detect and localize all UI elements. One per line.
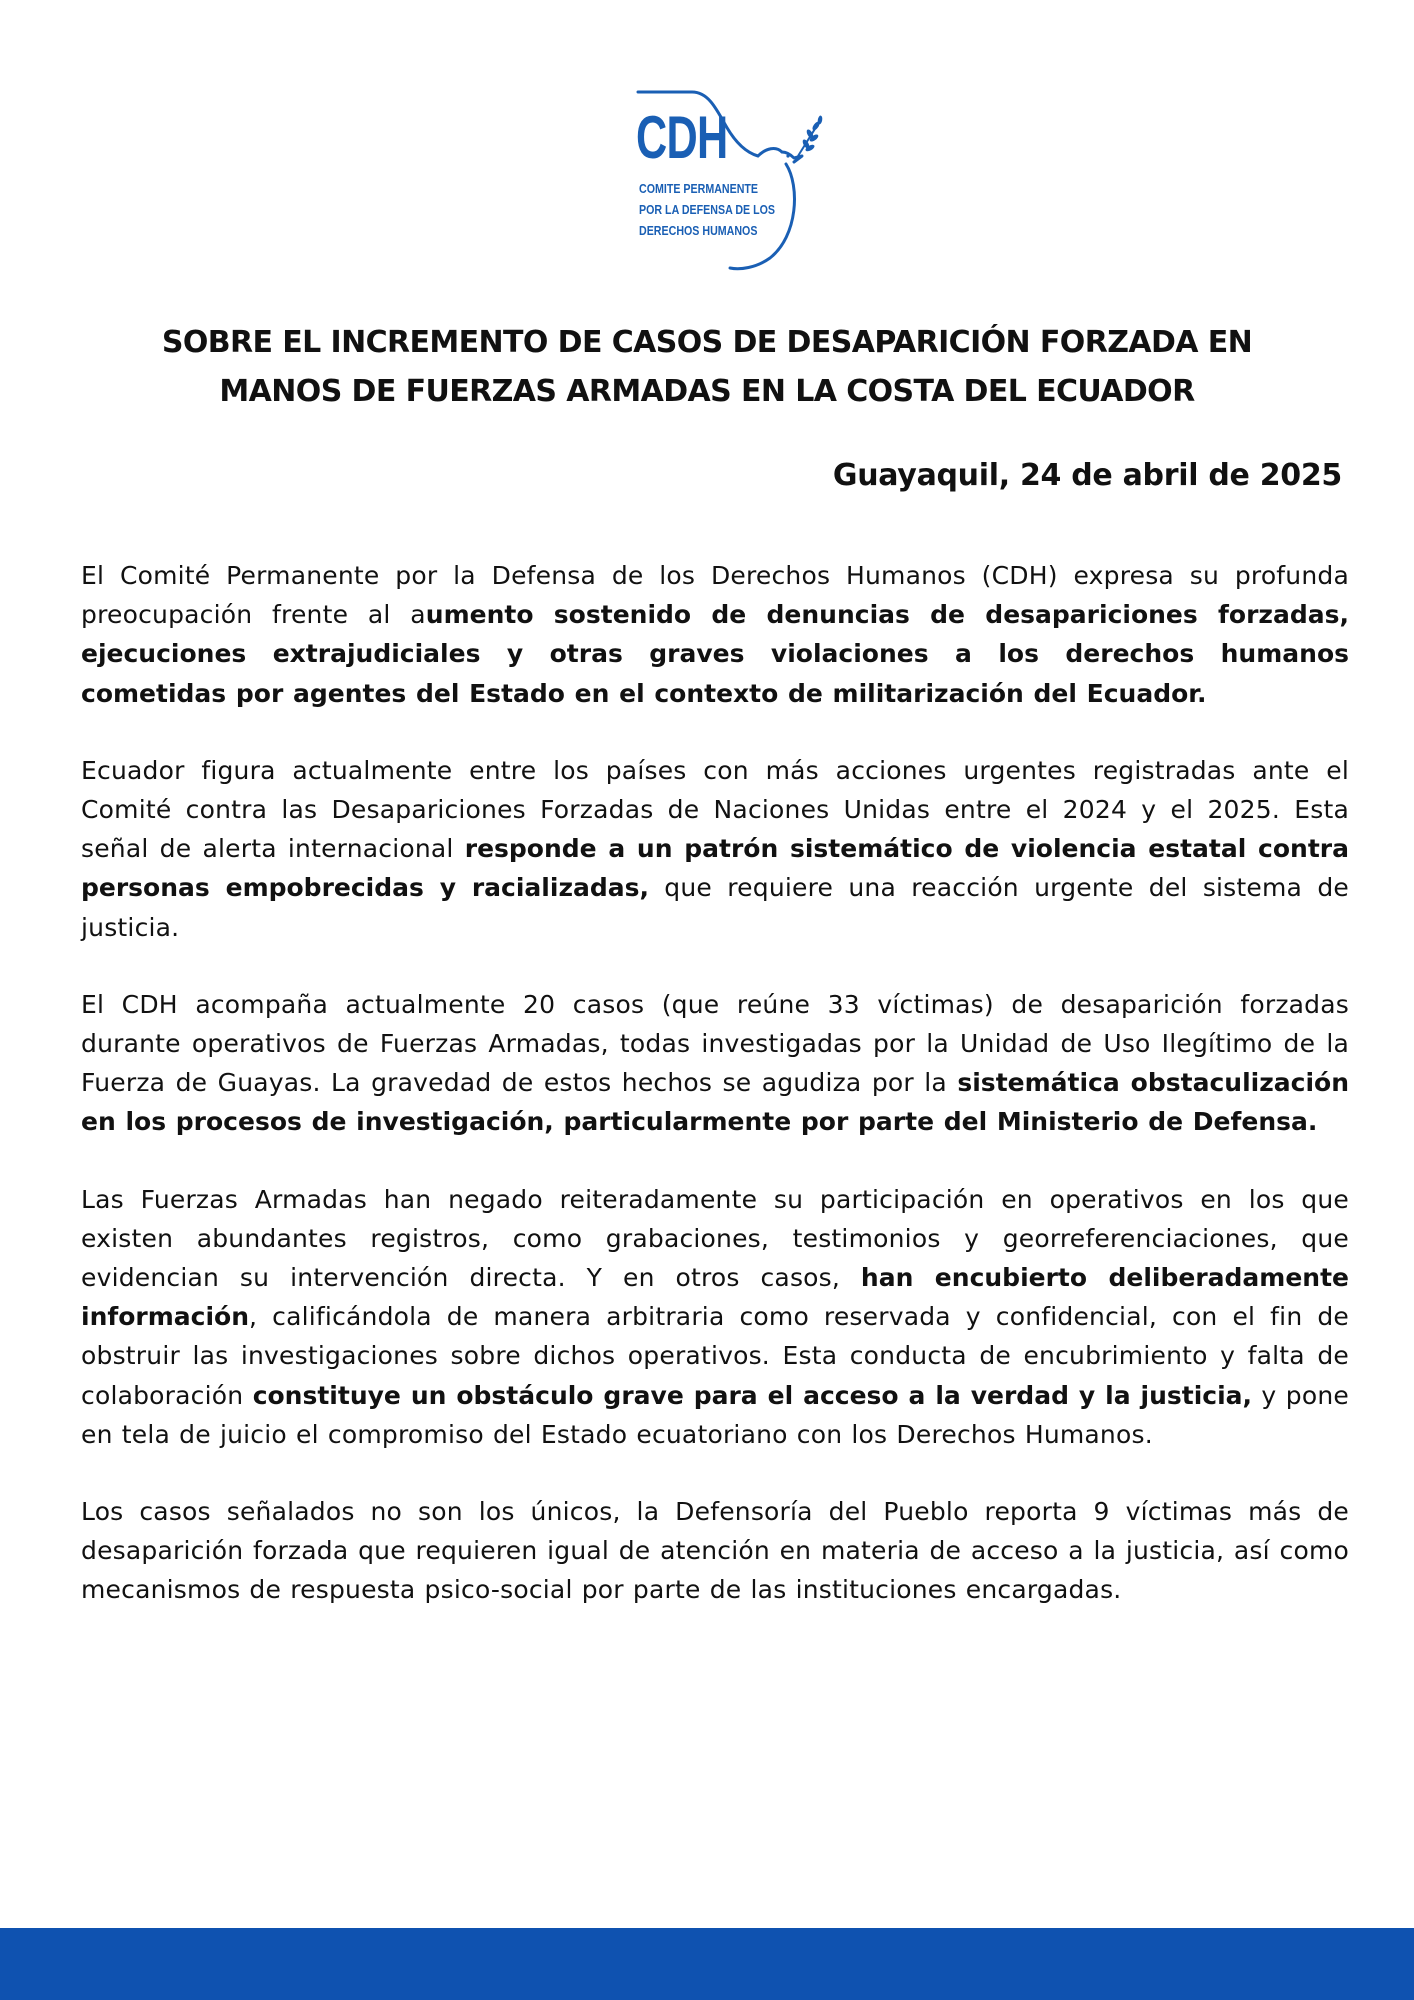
- document-title-line: MANOS DE FUERZAS ARMADAS EN LA COSTA DEL ECUADOR: [219, 374, 1195, 409]
- paragraph-3: [81, 985, 1349, 1142]
- cdh-logo: [630, 86, 830, 272]
- document-body: [81, 556, 1349, 1648]
- document-date: Guayaquil, 24 de abril de 2025: [832, 458, 1342, 493]
- paragraph-text: que requiere una reacción urgente del sistema de justicia.: [81, 873, 1349, 942]
- paragraph-2: [81, 751, 1349, 947]
- logo-text-line: POR LA DEFENSA DE LOS: [639, 202, 776, 217]
- paragraph-emphasis: umento sostenido de denuncias de desapariciones forzadas, ejecuciones extrajudiciales y otras graves violaciones a los derechos humanos cometidas por agentes del Estado en el contexto de militarización del Ecuador.: [81, 600, 1349, 708]
- paragraph-text: Los casos señalados no son los únicos, la Defensoría del Pueblo reporta 9 víctimas más de desaparición forzada que requieren igual de atención en materia de acceso a la justicia, así como mecanismos de respuesta psico-social por parte de las instituciones encargadas.: [81, 1497, 1349, 1605]
- paragraph-4: [81, 1180, 1349, 1454]
- logo-text-line: DERECHOS HUMANOS: [639, 223, 758, 238]
- paragraph-5: [81, 1492, 1349, 1610]
- logo-acronym: CDH: [636, 104, 728, 171]
- paragraph-emphasis: han encubierto deliberadamente información: [81, 1263, 1349, 1332]
- paragraph-text: , calificándola de manera arbitraria como reservada y confidencial, con el fin de obstruir las investigaciones sobre dichos operativos. Esta conducta de encubrimiento y falta de colaboración: [81, 1302, 1349, 1410]
- paragraph-1: [81, 556, 1349, 713]
- paragraph-text: El CDH acompaña actualmente 20 casos (que reúne 33 víctimas) de desaparición forzadas durante operativos de Fuerzas Armadas, todas investigadas por la Unidad de Uso Ilegítimo de la Fuerza de Guayas. La gravedad de estos hechos se agudiza por la: [81, 989, 1349, 1098]
- paragraph-text: y pone en tela de juicio el compromiso del Estado ecuatoriano con los Derechos Humanos.: [81, 1380, 1349, 1449]
- paragraph-emphasis: sistemática obstaculización en los procesos de investigación, particularmente por parte del Ministerio de Defensa.: [81, 1068, 1349, 1137]
- paragraph-emphasis: constituye un obstáculo grave para el acceso a la verdad y la justicia,: [252, 1380, 1253, 1410]
- paragraph-text: Ecuador figura actualmente entre los países con más acciones urgentes registradas ante el Comité contra las Desapariciones Forzadas de Naciones Unidas entre el 2024 y el 2025. Esta señal de alerta internacional: [81, 755, 1349, 864]
- paragraph-text: Las Fuerzas Armadas han negado reiteradamente su participación en operativos en los que existen abundantes registros, como grabaciones, testimonios y georreferenciaciones, que evidencian su intervención directa. Y en otros casos,: [81, 1184, 1349, 1293]
- document-title-line: SOBRE EL INCREMENTO DE CASOS DE DESAPARICIÓN FORZADA EN: [161, 325, 1253, 360]
- paragraph-text: El Comité Permanente por la Defensa de los Derechos Humanos (CDH) expresa su profunda preocupación frente al a: [81, 561, 1349, 630]
- paragraph-emphasis: responde a un patrón sistemático de violencia estatal contra personas empobrecidas y racializadas,: [81, 834, 1349, 903]
- footer-bar: [0, 1928, 1414, 2000]
- logo-text-line: COMITE PERMANENTE: [639, 181, 759, 196]
- document-title: [90, 318, 1324, 416]
